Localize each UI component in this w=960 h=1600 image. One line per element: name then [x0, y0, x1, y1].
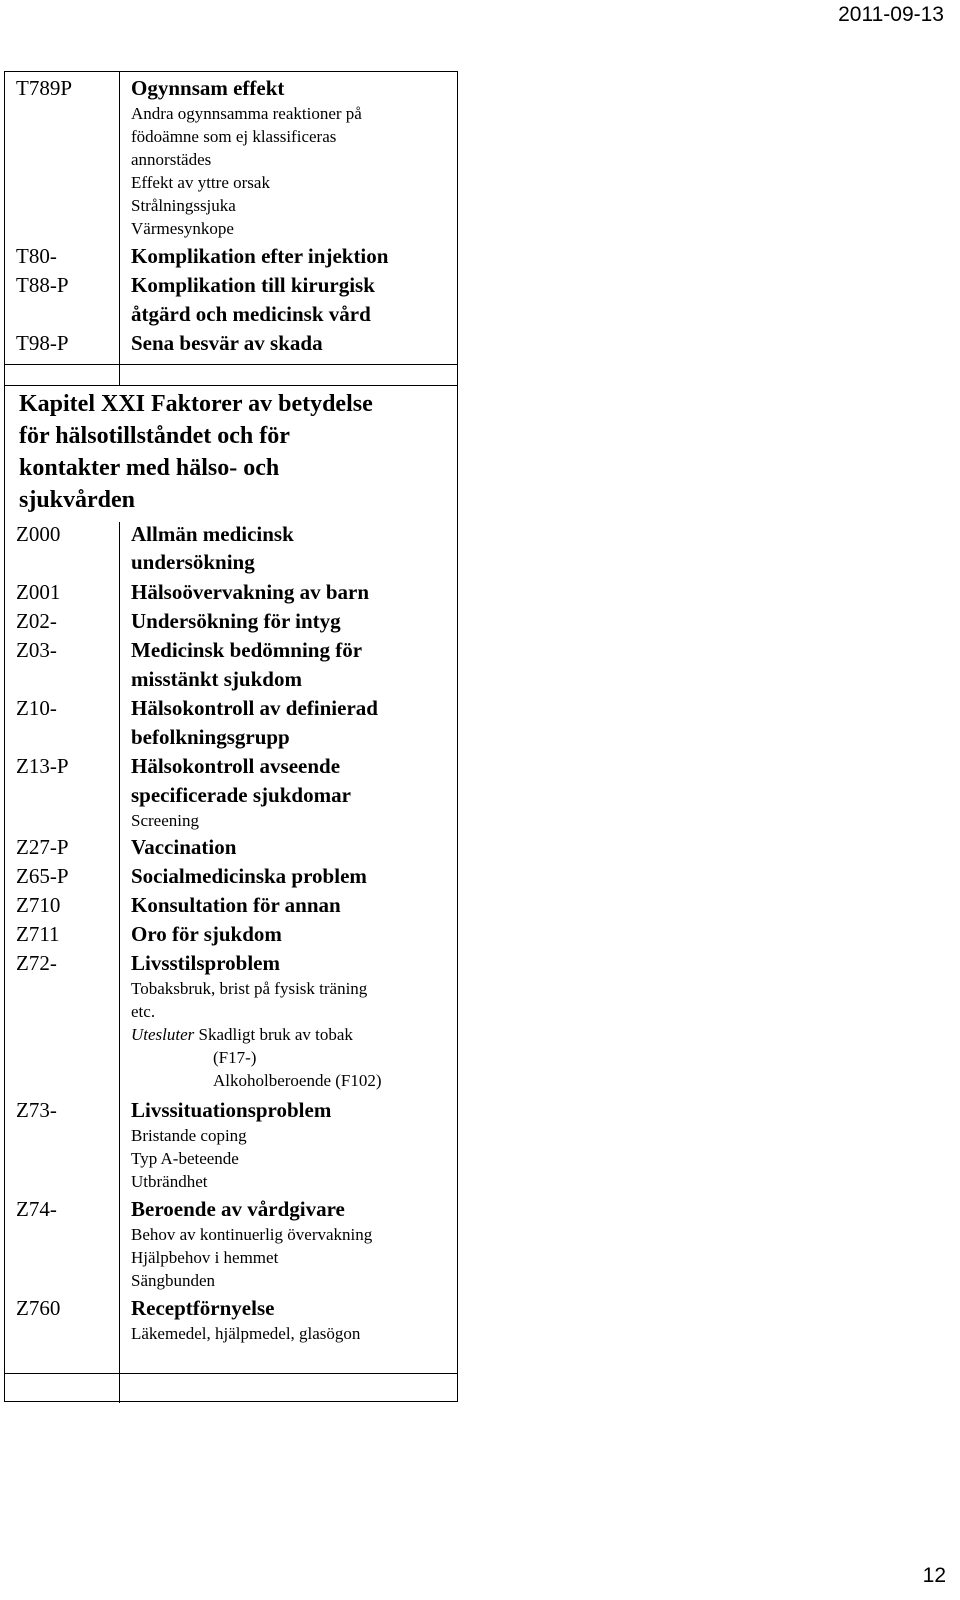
- chapter-heading: kontakter med hälso- och: [19, 455, 280, 481]
- row-title: Ogynnsam effekt: [131, 76, 285, 100]
- excludes-item: Skadligt bruk av tobak: [198, 1025, 353, 1044]
- header-date: 2011-09-13: [838, 3, 944, 26]
- row-note: Utbrändhet: [131, 1172, 208, 1191]
- row-title: Sena besvär av skada: [131, 331, 323, 355]
- row-title: Komplikation till kirurgisk: [131, 273, 375, 297]
- row-title: Allmän medicinsk: [131, 522, 294, 546]
- row-code: Z73-: [16, 1098, 57, 1122]
- row-code: T789P: [16, 76, 73, 100]
- row-code: Z03-: [16, 638, 57, 662]
- row-code: Z001: [16, 580, 61, 604]
- page-number: 12: [922, 1564, 946, 1587]
- chapter-heading: för hälsotillståndet och för: [19, 423, 290, 449]
- row-code: Z72-: [16, 951, 57, 975]
- row-title: Konsultation för annan: [131, 893, 341, 917]
- row-code: Z000: [16, 522, 61, 546]
- excludes-line: [131, 1025, 353, 1045]
- row-code: Z10-: [16, 696, 57, 720]
- row-code: Z74-: [16, 1197, 57, 1221]
- row-title: Hälsoövervakning av barn: [131, 580, 370, 604]
- row-note: Behov av kontinuerlig övervakning: [131, 1225, 373, 1244]
- row-title: Undersökning för intyg: [131, 609, 341, 633]
- excludes-label: Utesluter: [131, 1025, 195, 1044]
- row-title: undersökning: [131, 550, 255, 574]
- row-title: Medicinsk bedömning för: [131, 638, 363, 662]
- code-table: [4, 71, 458, 1402]
- row-code: Z760: [16, 1296, 61, 1320]
- row-note: Sängbunden: [131, 1271, 216, 1290]
- row-divider: [5, 385, 457, 386]
- row-note: Hjälpbehov i hemmet: [131, 1248, 279, 1267]
- row-title: Oro för sjukdom: [131, 922, 282, 946]
- row-note: Läkemedel, hjälpmedel, glasögon: [131, 1324, 361, 1343]
- row-note: födoämne som ej klassificeras: [131, 127, 337, 146]
- excludes-item: (F17-): [213, 1048, 257, 1067]
- row-code: T98-P: [16, 331, 69, 355]
- row-code: T80-: [16, 244, 57, 268]
- row-title: misstänkt sjukdom: [131, 667, 302, 691]
- row-code: Z711: [16, 922, 60, 946]
- column-divider-top: [119, 72, 120, 385]
- row-note: etc.: [131, 1002, 156, 1021]
- row-title: Livssituationsproblem: [131, 1098, 332, 1122]
- excludes-item: Alkoholberoende (F102): [213, 1071, 382, 1090]
- row-note: Värmesynkope: [131, 219, 234, 238]
- row-note: Andra ogynnsamma reaktioner på: [131, 104, 362, 123]
- chapter-heading: Kapitel XXI Faktorer av betydelse: [19, 391, 373, 417]
- row-divider: [5, 1373, 457, 1374]
- row-title: Hälsokontroll av definierad: [131, 696, 378, 720]
- row-title: Komplikation efter injektion: [131, 244, 389, 268]
- row-code: Z65-P: [16, 864, 69, 888]
- row-note: annorstädes: [131, 150, 212, 169]
- row-note: Screening: [131, 811, 199, 830]
- row-code: Z27-P: [16, 835, 69, 859]
- row-title: specificerade sjukdomar: [131, 783, 351, 807]
- row-code: Z02-: [16, 609, 57, 633]
- row-note: Bristande coping: [131, 1126, 247, 1145]
- chapter-heading: sjukvården: [19, 487, 136, 513]
- row-title: Livsstilsproblem: [131, 951, 280, 975]
- row-code: Z13-P: [16, 754, 69, 778]
- row-title: befolkningsgrupp: [131, 725, 290, 749]
- row-note: Tobaksbruk, brist på fysisk träning: [131, 979, 368, 998]
- row-divider: [5, 364, 457, 365]
- row-title: Receptförnyelse: [131, 1296, 275, 1320]
- row-code: Z710: [16, 893, 61, 917]
- row-code: T88-P: [16, 273, 69, 297]
- row-note: Effekt av yttre orsak: [131, 173, 270, 192]
- row-note: Strålningssjuka: [131, 196, 236, 215]
- column-divider-bottom: [119, 522, 120, 1403]
- row-title: Socialmedicinska problem: [131, 864, 367, 888]
- row-title: Hälsokontroll avseende: [131, 754, 341, 778]
- row-note: Typ A-beteende: [131, 1149, 239, 1168]
- row-title: Vaccination: [131, 835, 237, 859]
- row-title: åtgärd och medicinsk vård: [131, 302, 371, 326]
- row-title: Beroende av vårdgivare: [131, 1197, 345, 1221]
